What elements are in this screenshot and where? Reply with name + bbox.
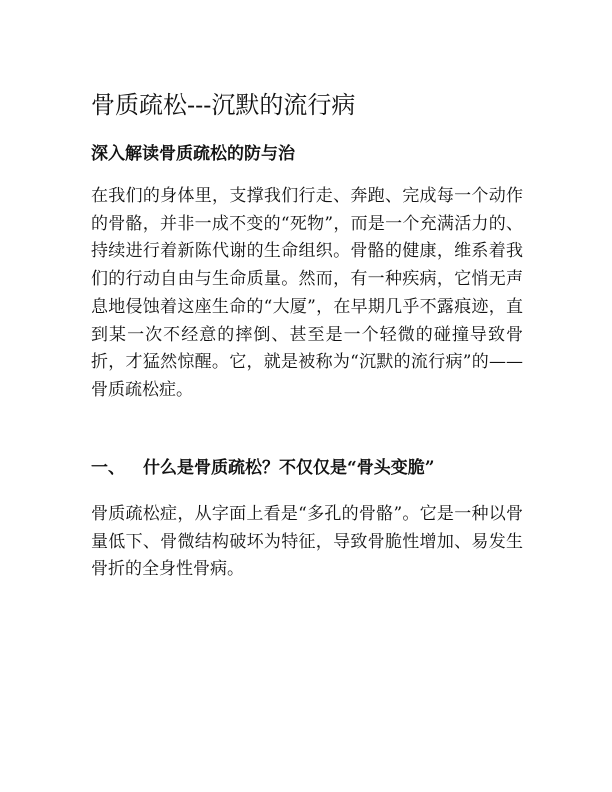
intro-paragraph: 在我们的身体里，支撑我们行走、奔跑、完成每一个动作的骨骼，并非一成不变的“死物”，而是一个充满活力的、持续进行着新陈代谢的生命组织。骨骼的健康，维系着我们的行动自由与生命质量。然而，有一种疾病，它悄无声息地侵蚀着这座生命的“大厦”，在早期几乎不露痕迹，直到某一次不经意的摔倒、甚至是一个轻微的碰撞导致骨折，才猛然惊醒。它，就是被称为“沉默的流行病”的——骨质疏松症。: [91, 186, 523, 400]
section-number: 一、: [91, 458, 125, 478]
document-title: 骨质疏松---沉默的流行病: [91, 91, 356, 119]
section-heading-text: 什么是骨质疏松？不仅仅是“骨头变脆”: [143, 458, 435, 478]
document-subtitle: 深入解读骨质疏松的防与治: [91, 144, 295, 164]
section-heading: [91, 456, 435, 480]
section-paragraph: 骨质疏松症，从字面上看是“多孔的骨骼”。它是一种以骨量低下、骨微结构破坏为特征，导致骨脆性增加、易发生骨折的全身性骨病。: [91, 504, 523, 580]
